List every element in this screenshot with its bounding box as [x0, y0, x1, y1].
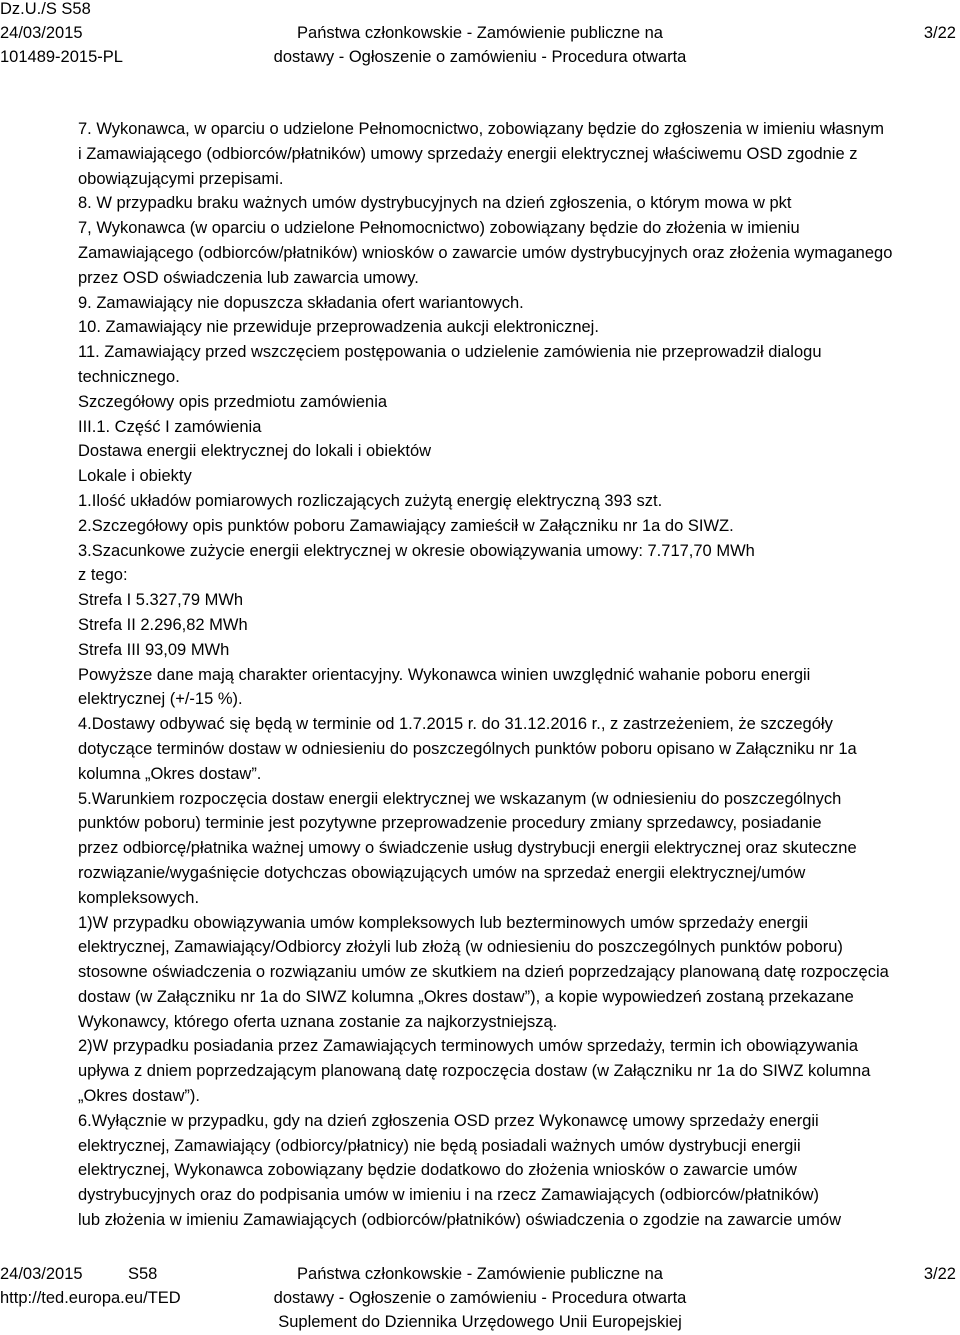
- body-line: 3.Szacunkowe zużycie energii elektrycznej w okresie obowiązywania umowy: 7.717,70 MWh: [78, 541, 755, 560]
- body-line: 7, Wykonawca (w oparciu o udzielone Pełnomocnictwo) zobowiązany będzie do złożenia w imieniu: [78, 219, 800, 238]
- notice-body: [78, 117, 958, 1233]
- body-line: 6.Wyłącznie w przypadku, gdy na dzień zgłoszenia OSD przez Wykonawcę umowy sprzedaży energii: [78, 1111, 819, 1130]
- footer-title-line2: dostawy - Ogłoszenie o zamówieniu - Procedura otwarta: [273, 1289, 687, 1307]
- body-line: dotyczące terminów dostaw w odniesieniu do poszczególnych punktów poboru opisano w Załączniku nr 1a: [78, 739, 857, 758]
- body-line: Strefa II 2.296,82 MWh: [78, 615, 248, 634]
- body-line: „Okres dostaw”).: [78, 1087, 200, 1106]
- footer-series: S58: [128, 1265, 158, 1283]
- body-line: 4.Dostawy odbywać się będą w terminie od 1.7.2015 r. do 31.12.2016 r., z zastrzeżeniem, że szczegóły: [78, 715, 833, 734]
- journal-reference: Dz.U./S S58: [0, 0, 91, 18]
- body-line: 8. W przypadku braku ważnych umów dystrybucyjnych na dzień zgłoszenia, o którym mowa w pkt: [78, 194, 792, 213]
- body-line: 11. Zamawiający przed wszczęciem postępowania o udzielenie zamówienia nie przeprowadził dialogu: [78, 343, 822, 362]
- footer-page-number: 3/22: [923, 1265, 956, 1283]
- body-line: przez odbiorcę/płatnika ważnej umowy o świadczenie usług dystrybucji energii elektrycznej oraz skuteczne: [78, 839, 857, 858]
- body-line: przez OSD oświadczenia lub zawarcia umowy.: [78, 268, 419, 287]
- notice-number: 101489-2015-PL: [0, 48, 123, 66]
- body-line: elektrycznej, Zamawiający/Odbiorcy złożyli lub złożą (w odniesieniu do poszczególnych punktów poboru): [78, 938, 843, 957]
- body-line: 5.Warunkiem rozpoczęcia dostaw energii elektrycznej we wskazanym (w odniesieniu do poszczególnych: [78, 789, 842, 808]
- header-title-line2: dostawy - Ogłoszenie o zamówieniu - Procedura otwarta: [273, 48, 687, 66]
- header-page-number: 3/22: [923, 24, 956, 42]
- body-line: Powyższe dane mają charakter orientacyjny. Wykonawca winien uwzględnić wahanie poboru energii: [78, 665, 811, 684]
- body-line: 9. Zamawiający nie dopuszcza składania ofert wariantowych.: [78, 293, 524, 312]
- body-line: i Zamawiającego (odbiorców/płatników) umowy sprzedaży energii elektrycznej właściwemu OSD zgodnie z: [78, 144, 858, 163]
- body-line: dystrybucyjnych oraz do podpisania umów w imieniu i na rzecz Zamawiających (odbiorców/płatników): [78, 1186, 819, 1205]
- body-line: dostaw (w Załączniku nr 1a do SIWZ kolumna „Okres dostaw”), a kopie wypowiedzeń zostaną przekazane: [78, 987, 854, 1006]
- body-line: 1)W przypadku obowiązywania umów kompleksowych lub bezterminowych umów sprzedaży energii: [78, 913, 808, 932]
- body-line: technicznego.: [78, 367, 180, 386]
- body-line: 1.Ilość układów pomiarowych rozliczających zużytą energię elektryczną 393 szt.: [78, 491, 663, 510]
- body-line: Strefa III 93,09 MWh: [78, 640, 230, 659]
- body-line: punktów poboru) terminie jest pozytywne przeprowadzenie procedury zmiany sprzedawcy, posiadanie: [78, 814, 822, 833]
- footer-supplement: Suplement do Dziennika Urzędowego Unii Europejskiej: [278, 1313, 682, 1331]
- body-line: Wykonawcy, którego oferta uznana zostanie za najkorzystniejszą.: [78, 1012, 558, 1031]
- body-line: Zamawiającego (odbiorców/płatników) wniosków o zawarcie umów dystrybucyjnych oraz złożenia wymaganego: [78, 243, 893, 262]
- body-line: 10. Zamawiający nie przewiduje przeprowadzenia aukcji elektronicznej.: [78, 318, 599, 337]
- body-line: obowiązującymi przepisami.: [78, 169, 284, 188]
- body-line: elektrycznej (+/-15 %).: [78, 690, 243, 709]
- body-line: kompleksowych.: [78, 888, 200, 907]
- footer-title-line1: Państwa członkowskie - Zamówienie publiczne na: [297, 1265, 663, 1283]
- header-date: 24/03/2015: [0, 24, 83, 42]
- body-line: lub złożenia w imieniu Zamawiających (odbiorców/płatników) oświadczenia o zgodzie na zawarcie umów: [78, 1211, 842, 1230]
- header-title-line1: Państwa członkowskie - Zamówienie publiczne na: [297, 24, 663, 42]
- body-line: Lokale i obiekty: [78, 467, 192, 486]
- body-line: stosowne oświadczenia o rozwiązaniu umów ze skutkiem na dzień poprzedzający planowaną datę rozpoczęcia: [78, 963, 889, 982]
- body-line: elektrycznej, Wykonawca zobowiązany będzie dodatkowo do złożenia wniosków o zawarcie umów: [78, 1161, 797, 1180]
- body-line: Strefa I 5.327,79 MWh: [78, 591, 244, 610]
- footer-url: http://ted.europa.eu/TED: [0, 1289, 181, 1307]
- section-heading: Szczegółowy opis przedmiotu zamówienia: [78, 392, 388, 411]
- body-line: 7. Wykonawca, w oparciu o udzielone Pełnomocnictwo, zobowiązany będzie do zgłoszenia w imieniu własnym: [78, 120, 885, 138]
- body-line: z tego:: [78, 566, 128, 585]
- body-line: Dostawa energii elektrycznej do lokali i obiektów: [78, 442, 432, 461]
- body-line: elektrycznej, Zamawiający (odbiorcy/płatnicy) nie będą posiadali ważnych umów dystrybucji energii: [78, 1136, 801, 1155]
- footer-date: 24/03/2015: [0, 1265, 83, 1283]
- body-line: rozwiązanie/wygaśnięcie dotychczas obowiązujących umów na sprzedaż energii elektrycznej/umów: [78, 863, 806, 882]
- body-line: kolumna „Okres dostaw”.: [78, 764, 262, 783]
- body-line: upływa z dniem poprzedzającym planowaną datę rozpoczęcia dostaw (w Załączniku nr 1a do SIWZ kolumna: [78, 1062, 871, 1081]
- section-heading: III.1. Część I zamówienia: [78, 417, 262, 436]
- body-line: 2.Szczegółowy opis punktów poboru Zamawiający zamieścił w Załączniku nr 1a do SIWZ.: [78, 516, 734, 535]
- body-line: 2)W przypadku posiadania przez Zamawiających terminowych umów sprzedaży, termin ich obowiązywania: [78, 1037, 859, 1056]
